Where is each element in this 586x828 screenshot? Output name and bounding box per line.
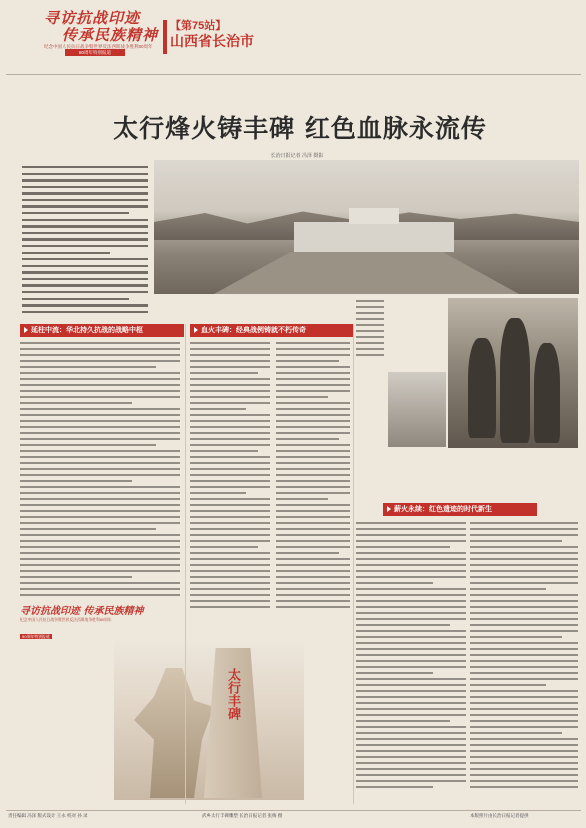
header-rule — [6, 74, 581, 75]
logo-line1: 寻访抗战印迹 — [44, 9, 141, 27]
memorial-photo — [154, 160, 579, 294]
footer-source-note: 本版照片由长治日报记者提供 — [470, 813, 529, 818]
logo-subtitle: 纪念中国人民抗日战争暨世界反法西斯战争胜利80周年 — [44, 44, 153, 49]
issue-bar — [163, 20, 167, 54]
column-2b-text — [276, 342, 350, 612]
byline: 长治日报记者 冯泽 摄影 — [270, 153, 324, 159]
issue-place: 山西省长治市 — [170, 34, 254, 50]
inner-logo-badge: 80周年特别报道 — [22, 634, 50, 639]
logo-badge: 80周年特别报道 — [65, 49, 125, 56]
headline: 太行烽火铸丰碑 红色血脉永流传 — [113, 114, 487, 143]
soldiers-sculpture-photo — [448, 298, 578, 448]
column-divider — [185, 324, 186, 804]
column-3a-text — [356, 300, 384, 500]
footer-editor-credit: 责任编辑 冯泽 版式设计 王永 校对 孙 录 — [8, 813, 88, 818]
sculpture-photo-caption — [448, 450, 578, 458]
monument-photo — [114, 638, 304, 800]
footer-photo-credit: 武乡太行丰碑雕塑 长治日报记者 张梅 摄 — [202, 813, 283, 818]
historic-photo — [388, 372, 446, 447]
inner-logo — [20, 606, 144, 642]
footer-rule — [6, 810, 581, 811]
column-1-text — [20, 342, 180, 600]
inner-logo-subtitle: 纪念中国人民抗日战争暨世界反法西斯战争胜利80周年 — [20, 618, 112, 622]
column-3c-text — [470, 522, 578, 802]
side-photo-caption — [386, 312, 442, 364]
monument-inscription: 太行丰碑 — [225, 668, 240, 720]
main-photo-caption — [440, 287, 579, 295]
section-header-1: 延柱中流：华北持久抗战的战略中枢 — [20, 324, 184, 337]
inner-logo-title: 寻访抗战印迹 传承民族精神 — [20, 606, 144, 617]
issue-number: 【第75站】 — [170, 20, 227, 32]
section-header-3: 薪火永续：红色遗迹的时代新生 — [383, 503, 537, 516]
column-divider — [353, 324, 354, 804]
issue-box — [170, 20, 260, 58]
logo-line2: 传承民族精神 — [62, 26, 159, 44]
intro-text — [22, 166, 148, 316]
section-header-2: 血火丰碑：经典战例铸就不朽传奇 — [190, 324, 354, 337]
column-3b-text — [356, 522, 466, 802]
column-2a-text — [190, 342, 270, 612]
